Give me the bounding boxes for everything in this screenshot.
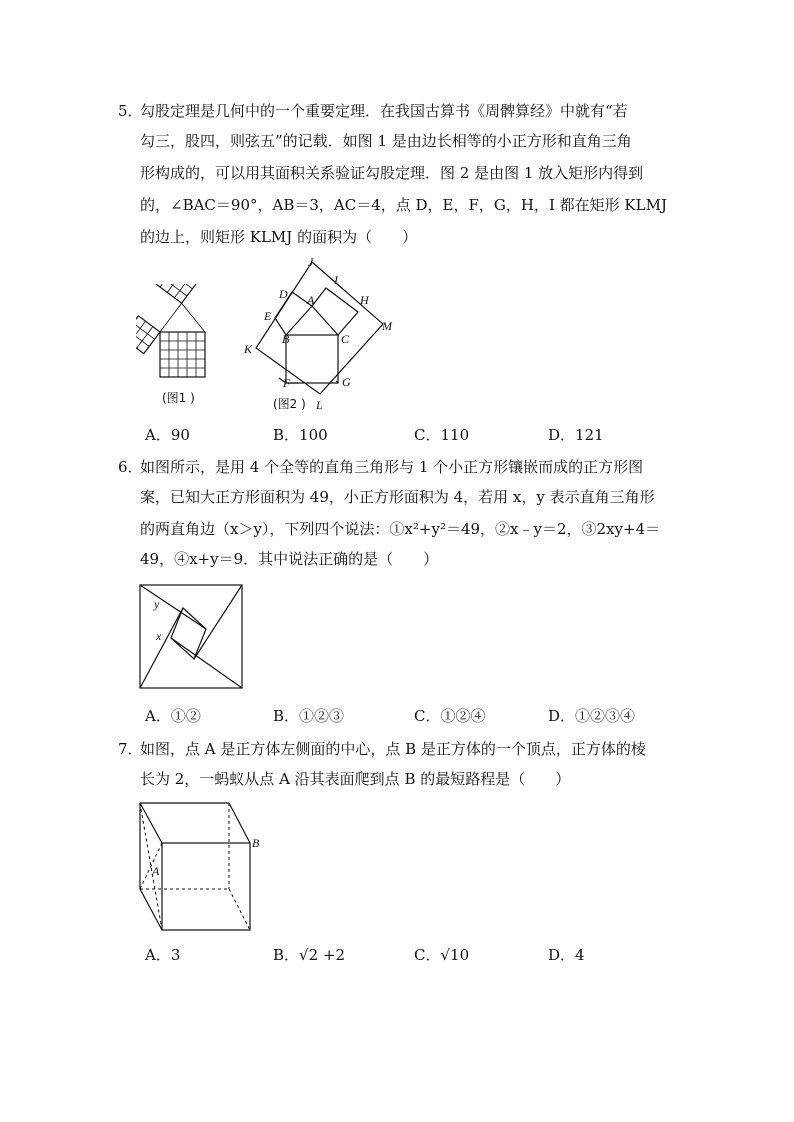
label-b: B (282, 332, 290, 346)
question-text-line: 如图，点 A 是正方体左侧面的中心，点 B 是正方体的一个顶点，正方体的棱 (140, 740, 646, 758)
label-c: C (341, 332, 350, 346)
question-text-line: 如图所示，是用 4 个全等的直角三角形与 1 个小正方形镶嵌而成的正方形图 (140, 458, 644, 476)
label-x: x (156, 629, 162, 643)
option-a[interactable]: A．①② (145, 707, 201, 725)
question-text-line: 长为 2，一蚂蚁从点 A 沿其表面爬到点 B 的最短路程是（ ） (140, 770, 571, 788)
label-b: B (252, 836, 260, 850)
label-h: H (360, 293, 369, 307)
figure-2-rectangle-klmj (240, 252, 400, 414)
label-d: D (279, 287, 288, 301)
question-text-line: 的，∠BAC＝90°，AB＝3，AC＝4，点 D，E，F，G，H，I 都在矩形 KLMJ (140, 196, 667, 214)
label-i: I (334, 273, 338, 287)
option-d[interactable]: D．4 (548, 946, 585, 964)
label-g: G (342, 375, 351, 389)
question-text-line: 勾股定理是几何中的一个重要定理．在我国古算书《周髀算经》中就有“若 (140, 102, 628, 120)
figure-1-caption: (图1 ) (162, 391, 195, 405)
label-e: E (264, 309, 272, 323)
option-a[interactable]: A．3 (145, 946, 181, 964)
option-b[interactable]: B．100 (273, 426, 328, 444)
option-d[interactable]: D．121 (548, 426, 604, 444)
question-number: 5． (118, 102, 143, 120)
question-text-line: 勾三，股四，则弦五”的记载．如图 1 是由边长相等的小正方形和直角三角 (140, 132, 632, 150)
figure-1-grid-squares (136, 284, 226, 380)
option-d[interactable]: D．①②③④ (548, 707, 636, 725)
label-m: M (382, 319, 392, 333)
option-c[interactable]: C．√10 (414, 946, 470, 964)
question-text-line: 的两直角边（x＞y），下列四个说法：①x²+y²＝49，②x﹣y＝2，③2xy+4＝ (140, 520, 661, 538)
option-b[interactable]: B．√2 +2 (273, 946, 346, 964)
label-j: J (308, 255, 314, 269)
label-k: K (244, 342, 253, 356)
label-l: L (316, 398, 323, 412)
option-a[interactable]: A．90 (145, 426, 190, 444)
question-text-line: 形构成的，可以用其面积关系验证勾股定理．图 2 是由图 1 放入矩形内得到 (140, 164, 644, 182)
option-c[interactable]: C．110 (414, 426, 470, 444)
label-a: A (152, 864, 160, 878)
question-text-line: 案，已知大正方形面积为 49，小正方形面积为 4，若用 x，y 表示直角三角形 (140, 488, 655, 506)
option-b[interactable]: B．①②③ (273, 707, 345, 725)
label-a: A (307, 293, 315, 307)
option-c[interactable]: C．①②④ (414, 707, 486, 725)
figure-2-caption: (图2 ) (273, 397, 306, 411)
question-text-line: 49，④x+y＝9．其中说法正确的是（ ） (140, 550, 439, 568)
label-y: y (154, 597, 160, 611)
question-text-line: 的边上，则矩形 KLMJ 的面积为（ ） (140, 228, 418, 246)
figure-cube (136, 800, 266, 935)
label-f: F (283, 376, 291, 390)
question-number: 6． (118, 458, 143, 476)
question-number: 7． (118, 740, 143, 758)
figure-square-pattern (138, 583, 244, 691)
